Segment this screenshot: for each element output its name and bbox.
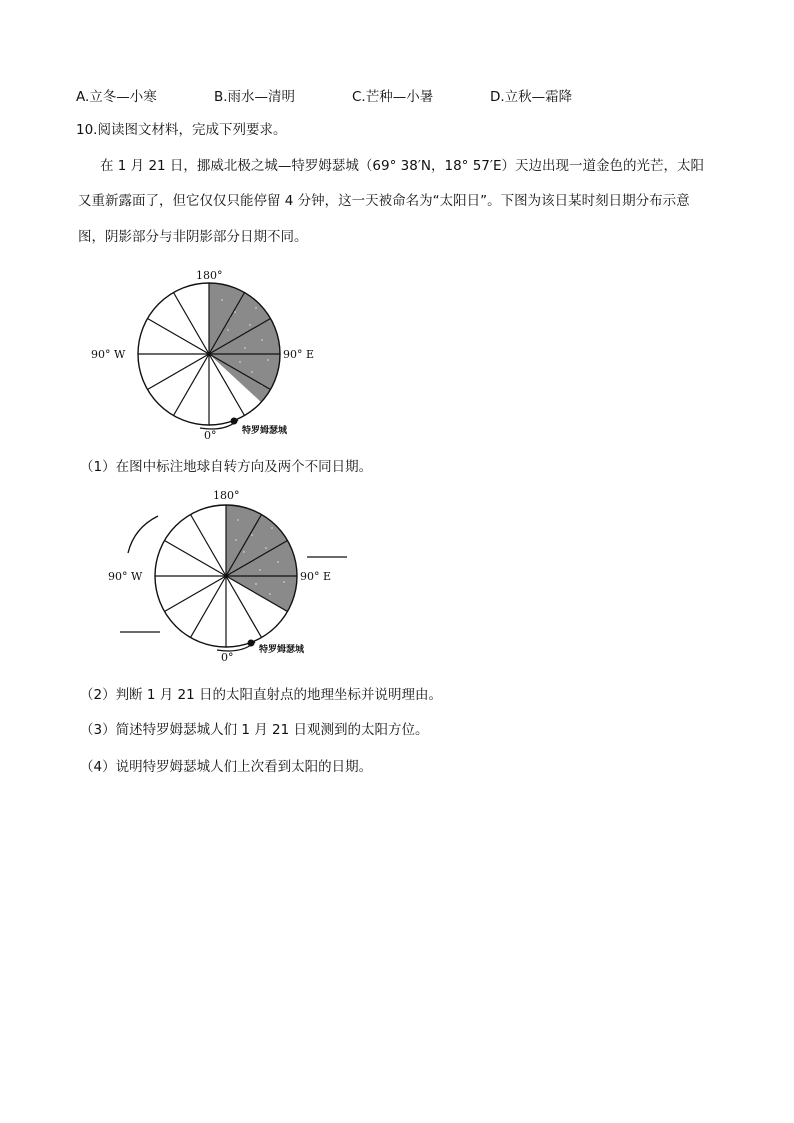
material-line-3: 图，阴影部分与非阴影部分日期不同。 xyxy=(78,229,308,245)
city-marker xyxy=(248,640,255,647)
label-0: 0° xyxy=(204,429,217,442)
option-c: C.芒种—小暑 xyxy=(352,89,434,105)
option-a: A.立冬—小寒 xyxy=(76,89,157,105)
rotation-arc-blank xyxy=(128,516,158,553)
label-90e: 90° E xyxy=(283,348,315,361)
city-label: 特罗姆瑟城 xyxy=(259,645,305,655)
option-b: B.雨水—清明 xyxy=(214,89,296,105)
sub-question-3: （3）简述特罗姆瑟城人们 1 月 21 日观测到的太阳方位。 xyxy=(80,722,429,738)
sub-question-4: （4）说明特罗姆瑟城人们上次看到太阳的日期。 xyxy=(80,759,373,775)
city-label: 特罗姆瑟城 xyxy=(242,426,288,436)
sub-question-1: （1）在图中标注地球自转方向及两个不同日期。 xyxy=(80,459,373,475)
option-d: D.立秋—霜降 xyxy=(490,89,573,105)
label-90w: 90° W xyxy=(91,348,126,361)
sub-question-2: （2）判断 1 月 21 日的太阳直射点的地理坐标并说明理由。 xyxy=(80,687,443,703)
label-90e: 90° E xyxy=(300,570,332,583)
material-line-1: 在 1 月 21 日，挪威北极之城—特罗姆瑟城（69° 38′N，18° 57′E）天边出现一道金色的光芒，太阳 xyxy=(100,158,704,174)
label-180: 180° xyxy=(213,489,240,502)
label-90w: 90° W xyxy=(108,570,143,583)
label-180: 180° xyxy=(196,269,223,282)
material-line-2: 又重新露面了，但它仅仅只能停留 4 分钟，这一天被命名为“太阳日”。下图为该日某时刻日期分布示意 xyxy=(78,193,690,209)
label-0: 0° xyxy=(221,651,234,664)
question-10-heading: 10.阅读图文材料，完成下列要求。 xyxy=(76,122,287,138)
